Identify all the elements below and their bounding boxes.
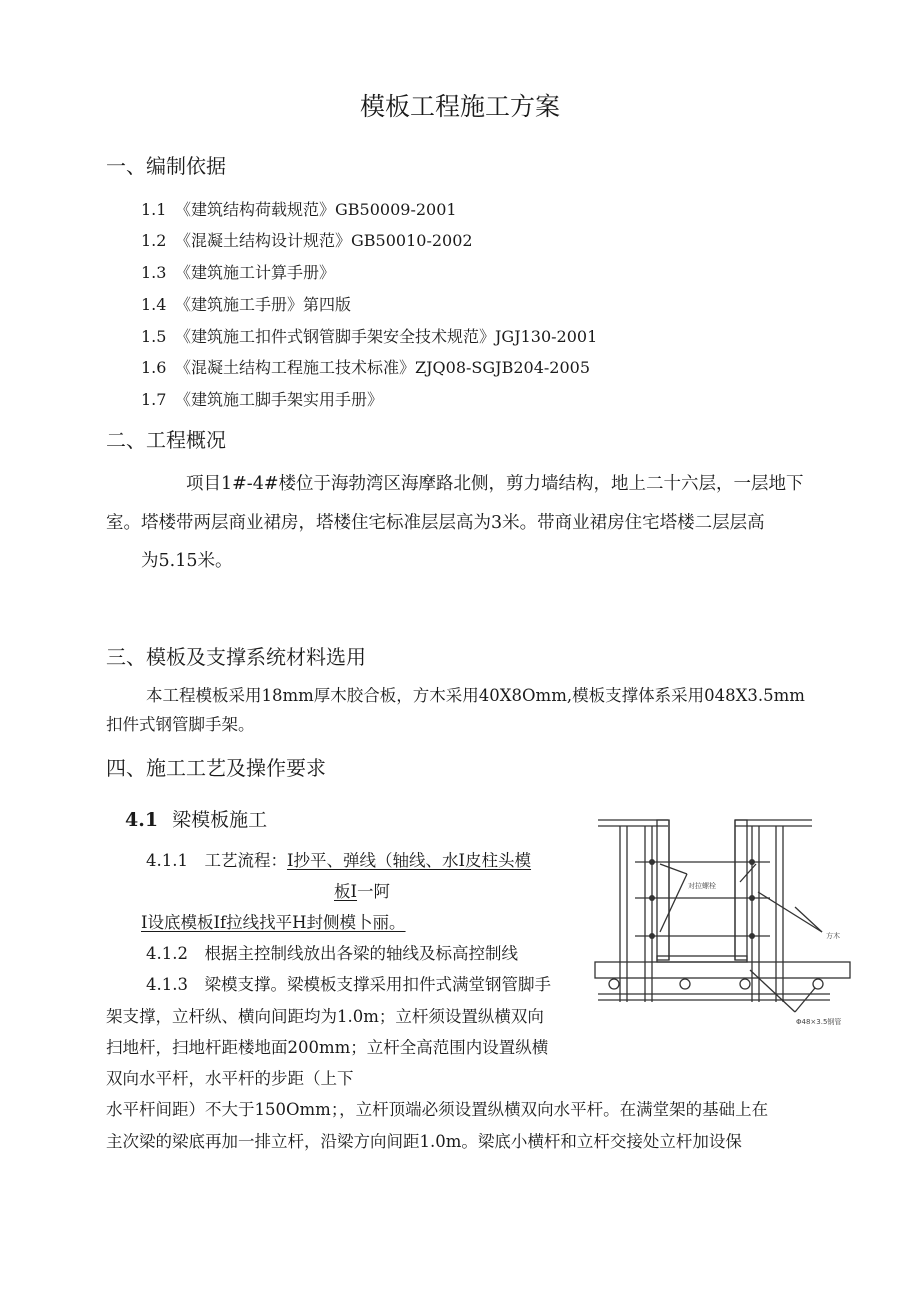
process-flow-label: 4.1.1 工艺流程： xyxy=(146,851,287,870)
reference-number: 1.3 xyxy=(141,263,167,282)
subsection-title: 梁模板施工 xyxy=(172,809,268,831)
reference-number: 1.5 xyxy=(141,327,167,346)
bolt-nut xyxy=(749,933,755,939)
section-heading-overview: 二、工程概况 xyxy=(106,428,226,452)
section-heading-process: 四、施工工艺及操作要求 xyxy=(106,756,326,780)
reference-number: 1.7 xyxy=(141,390,167,409)
reference-text: 《建筑施工扣件式钢管脚手架安全技术规范》JGJ130-2001 xyxy=(175,327,598,346)
support-line: 水平杆间距）不大于150Omm；，立杆顶端必须设置纵横双向水平杆。在满堂架的基础上在 xyxy=(106,1100,769,1119)
reference-number: 1.4 xyxy=(141,295,167,314)
label-tie-bolt: 对拉螺栓 xyxy=(688,882,716,890)
label-steel-pipe: Φ48×3.5钢管 xyxy=(796,1018,842,1026)
support-line: 主次梁的梁底再加一排立杆，沿梁方向间距1.0m。梁底小横杆和立杆交接处立杆加设保 xyxy=(106,1132,742,1151)
label-timber: 方木 xyxy=(826,932,840,940)
reference-item xyxy=(141,265,335,281)
leader-line xyxy=(750,970,795,1012)
reference-item xyxy=(141,297,351,313)
pipe-section xyxy=(609,979,619,989)
process-flow-step: 板I xyxy=(334,882,358,901)
side-form-right xyxy=(735,820,747,960)
reference-number: 1.2 xyxy=(141,231,167,250)
reference-item xyxy=(141,233,473,249)
reference-text: 《混凝土结构工程施工技术标准》ZJQ08-SGJB204-2005 xyxy=(175,358,590,377)
reference-text: 《建筑施工计算手册》 xyxy=(175,263,336,282)
bolt-nut xyxy=(649,933,655,939)
process-flow-line xyxy=(334,884,390,901)
reference-item xyxy=(141,360,590,376)
section-heading-basis: 一、编制依据 xyxy=(106,154,226,178)
process-flow-line xyxy=(146,853,531,870)
bolt-nut xyxy=(649,895,655,901)
reference-item xyxy=(141,202,457,218)
bolt-nut xyxy=(749,859,755,865)
ledger-timber xyxy=(595,962,850,978)
leader-line xyxy=(740,864,756,882)
leader-line xyxy=(795,907,822,932)
bolt-nut xyxy=(649,859,655,865)
reference-number: 1.6 xyxy=(141,358,167,377)
bolt-nut xyxy=(749,895,755,901)
overview-line: 项目1#-4#楼位于海勃湾区海摩路北侧，剪力墙结构，地上二十六层，一层地下 xyxy=(186,474,804,494)
pipe-section xyxy=(813,979,823,989)
materials-line: 本工程模板采用18mm厚木胶合板，方木采用40X8Omm,模板支撑体系采用048X3.5mm xyxy=(146,686,805,705)
overview-line: 室。塔楼带两层商业裙房，塔楼住宅标准层层高为3米。带商业裙房住宅塔楼二层层高 xyxy=(106,513,765,533)
leader-line xyxy=(660,864,687,874)
document-title: 模板工程施工方案 xyxy=(359,92,560,121)
process-flow-line xyxy=(141,915,406,932)
overview-line: 为5.15米。 xyxy=(141,551,233,571)
pipe-section xyxy=(680,979,690,989)
reference-text: 《混凝土结构设计规范》GB50010-2002 xyxy=(175,231,473,250)
support-line: 双向水平杆，水平杆的步距（上下 xyxy=(106,1069,354,1088)
pipe-section xyxy=(740,979,750,989)
beam-formwork-diagram xyxy=(590,812,862,1042)
bottom-form xyxy=(657,956,747,962)
leader-line xyxy=(660,874,687,932)
reference-number: 1.1 xyxy=(141,200,167,219)
support-line: 扫地杆，扫地杆距楼地面200mm；立杆全高范围内设置纵横 xyxy=(106,1038,549,1057)
materials-line: 扣件式钢管脚手架。 xyxy=(106,715,255,734)
side-form-left xyxy=(657,820,669,960)
reference-text: 《建筑结构荷载规范》GB50009-2001 xyxy=(175,200,457,219)
support-line: 架支撑，立杆纵、横向间距均为1.0m；立杆须设置纵横双向 xyxy=(106,1007,544,1026)
process-flow-step: 一阿 xyxy=(357,882,391,901)
reference-text: 《建筑施工脚手架实用手册》 xyxy=(175,390,384,409)
subsection-heading xyxy=(125,811,267,830)
process-flow-step: I抄平、弹线（轴线、水I皮柱头模 xyxy=(286,851,532,870)
reference-text: 《建筑施工手册》第四版 xyxy=(175,295,352,314)
subsection-number: 4.1 xyxy=(125,809,159,831)
reference-item xyxy=(141,392,383,408)
process-flow-step: I设底模板If拉线找平H封侧模卜丽。 xyxy=(141,913,406,932)
section-heading-materials: 三、模板及支撑系统材料选用 xyxy=(106,645,366,669)
leader-line xyxy=(758,892,822,932)
axis-control-line: 4.1.2 根据主控制线放出各梁的轴线及标高控制线 xyxy=(146,944,518,963)
reference-item xyxy=(141,329,597,345)
support-line: 4.1.3 梁模支撑。梁模板支撑采用扣件式满堂钢管脚手 xyxy=(146,975,551,994)
